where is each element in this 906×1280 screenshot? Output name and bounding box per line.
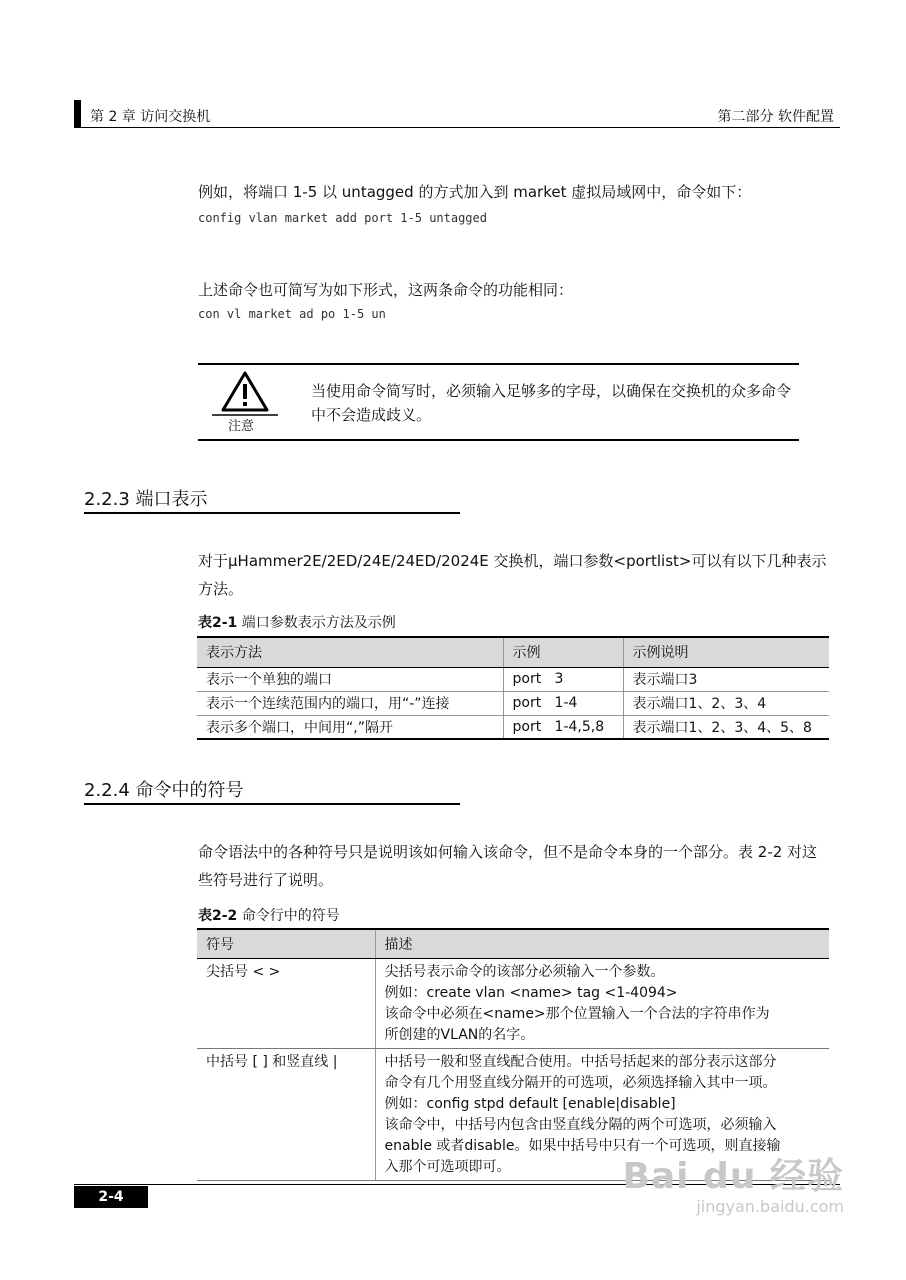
column-header: 示例 — [503, 637, 623, 667]
section-paragraph: 命令语法中的各种符号只是说明该如何输入该命令，但不是命令本身的一个部分。表 2-2 对这些符号进行了说明。 — [198, 843, 818, 889]
symbol-cell: 中括号 [ ] 和竖直线 | — [197, 1048, 375, 1180]
table-cell: 表示多个端口，中间用“,”隔开 — [197, 715, 503, 739]
table-caption-text: 命令行中的符号 — [237, 908, 340, 924]
table-caption — [198, 612, 396, 632]
section-title-2-2-4: 2.2.4 命令中的符号 — [84, 780, 244, 801]
column-header: 示例说明 — [623, 637, 829, 667]
column-header: 表示方法 — [197, 637, 503, 667]
section-rule — [84, 512, 460, 514]
note-bottom-rule — [198, 439, 799, 441]
header-rule — [74, 127, 840, 128]
page-number: 2-4 — [74, 1186, 148, 1208]
note-label: 注意 — [228, 419, 255, 434]
note-top-rule — [198, 363, 799, 365]
description-line: 命令有几个用竖直线分隔开的可选项，必须选择输入其中一项。 — [384, 1074, 777, 1091]
table-header-row — [197, 637, 829, 667]
table-row — [197, 958, 829, 1048]
table-cell: port 1-4 — [503, 691, 623, 715]
table-cell: port 3 — [503, 667, 623, 691]
table-cell: 表示端口1、2、3、4 — [623, 691, 829, 715]
description-line: 入那个可选项即可。 — [384, 1158, 511, 1175]
table-number: 表2-2 — [198, 908, 238, 924]
code-example-2: con vl market ad po 1-5 un — [198, 307, 386, 321]
section-paragraph: 对于μHammer2E/2ED/24E/24ED/2024E 交换机，端口参数<portlist>可以有以下几种表示方法。 — [198, 552, 827, 598]
table-row — [197, 691, 829, 715]
command-symbols-table — [197, 928, 829, 1181]
description-line: 该命令中，中括号内包含由竖直线分隔的两个可选项，必须输入 — [384, 1116, 777, 1133]
description-line: 该命令中必须在<name>那个位置输入一个合法的字符串作为 — [384, 1005, 770, 1022]
watermark-logo: Bai du 经验 — [622, 1156, 844, 1197]
symbol-cell: 尖括号 < > — [197, 958, 375, 1048]
table-row — [197, 667, 829, 691]
intro-paragraph-1: 例如，将端口 1-5 以 untagged 的方式加入到 market 虚拟局域网中，命令如下： — [198, 183, 752, 201]
description-line: 中括号一般和竖直线配合使用。中括号括起来的部分表示这部分 — [384, 1053, 777, 1070]
section-title-2-2-3: 2.2.3 端口表示 — [84, 489, 208, 510]
table-cell: port 1-4,5,8 — [503, 715, 623, 739]
port-notation-table — [197, 636, 829, 740]
column-header: 描述 — [375, 929, 829, 958]
intro-paragraph-2: 上述命令也可简写为如下形式，这两条命令的功能相同： — [198, 281, 574, 299]
table-caption — [198, 905, 340, 925]
note-text: 当使用命令简写时，必须输入足够多的字母，以确保在交换机的众多命令中不会造成歧义。 — [311, 382, 792, 424]
chapter-title: 第 2 章 访问交换机 — [90, 109, 211, 125]
header-bar — [74, 100, 81, 128]
table-cell: 表示端口1、2、3、4、5、8 — [623, 715, 829, 739]
table-row — [197, 715, 829, 739]
part-title: 第二部分 软件配置 — [717, 109, 834, 125]
description-line: enable 或者disable。如果中括号中只有一个可选项，则直接输 — [384, 1137, 781, 1154]
description-line: 例如：config stpd default [enable|disable] — [384, 1095, 676, 1112]
table-caption-text: 端口参数表示方法及示例 — [237, 615, 396, 631]
table-cell: 表示一个连续范围内的端口，用“-”连接 — [197, 691, 503, 715]
description-line: 所创建的VLAN的名字。 — [384, 1026, 535, 1043]
column-header: 符号 — [197, 929, 375, 958]
code-example-1: config vlan market add port 1-5 untagged — [198, 211, 487, 225]
table-number: 表2-1 — [198, 615, 238, 631]
table-cell: 表示一个单独的端口 — [197, 667, 503, 691]
description-cell — [375, 958, 829, 1048]
description-line: 例如：create vlan <name> tag <1-4094> — [384, 984, 678, 1001]
baidu-watermark — [622, 1148, 844, 1216]
table-header-row — [197, 929, 829, 958]
description-line: 尖括号表示命令的该部分必须输入一个参数。 — [384, 963, 665, 980]
watermark-url: jingyan.baidu.com — [696, 1197, 844, 1216]
section-rule — [84, 803, 460, 805]
table-cell: 表示端口3 — [623, 667, 829, 691]
